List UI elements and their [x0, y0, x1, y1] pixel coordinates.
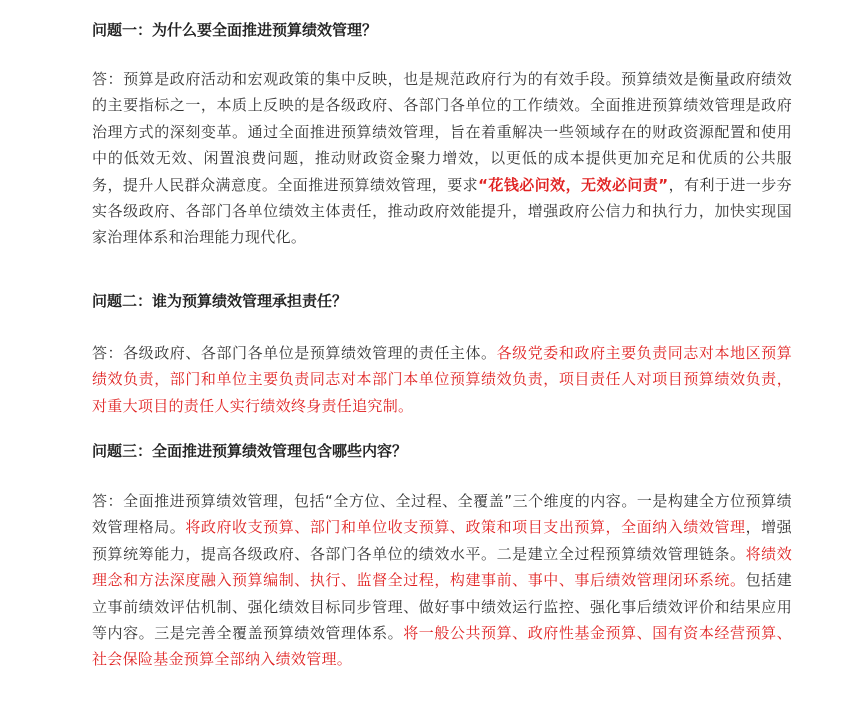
answer-1-highlight: “花钱必问效，无效必问责” — [478, 175, 669, 194]
answer-3-text-b: ，增强预算统筹能力，提高各级政府、各部门各单位的绩效水平。二是建立全过程预算绩效管理链条。 — [92, 518, 792, 563]
answer-3-highlight-2: 将绩效理念和方法深度融入预算编制、执行、监督全过程，构建事前、事中、事后绩效管理闭环系统。 — [92, 544, 793, 590]
answer-3-text-a: 答：全面推进预算绩效管理，包括“全方位、全过程、全覆盖”三个维度的内容。一是构建全方位预算绩效管理格局。 — [92, 492, 792, 537]
answer-3-paragraph — [92, 488, 792, 673]
question-3-heading: 问题三：全面推进预算绩效管理包含哪些内容？ — [92, 442, 408, 460]
answer-1-text-a: 答：预算是政府活动和宏观政策的集中反映，也是规范政府行为的有效手段。预算绩效是衡量政府绩效的主要指标之一，本质上反映的是各级政府、各部门各单位的工作绩效。全面推进预算绩效管理是政府治理方式的深刻变革。通过全面推进预算绩效管理，旨在着重解决一些领域存在的财政资源配置和使用中的低效无效、闲置浪费问题，推动财政资金聚力增效，以更低的成本提供更加充足和优质的公共服务，提升人民群众满意度。全面推进预算绩效管理，要求 — [92, 70, 792, 194]
question-1-heading: 问题一：为什么要全面推进预算绩效管理？ — [92, 21, 378, 39]
answer-3-highlight-1: 将政府收支预算、部门和单位收支预算、政策和项目支出预算，全面纳入绩效管理 — [185, 518, 746, 537]
answer-1-paragraph — [92, 66, 792, 251]
answer-1-text-b: ，有利于进一步夯实各级政府、各部门各单位绩效主体责任，推动政府效能提升，增强政府公信力和执行力，加快实现国家治理体系和治理能力现代化。 — [92, 175, 792, 247]
answer-2-paragraph — [92, 340, 792, 419]
answer-2-text-a: 答：各级政府、各部门各单位是预算绩效管理的责任主体。 — [92, 344, 497, 362]
answer-3-text-c: 包括建立事前绩效评估机制、强化绩效目标同步管理、做好事中绩效运行监控、强化事后绩效评价和结果应用等内容。三是完善全覆盖预算绩效管理体系。 — [92, 571, 793, 643]
question-2-heading: 问题二：谁为预算绩效管理承担责任？ — [92, 292, 348, 310]
answer-3-highlight-3: 将一般公共预算、政府性基金预算、国有资本经营预算、社会保险基金预算全部纳入绩效管理。 — [92, 624, 792, 669]
answer-2-highlight: 各级党委和政府主要负责同志对本地区预算绩效负责，部门和单位主要负责同志对本部门本单位预算绩效负责，项目责任人对项目预算绩效负责，对重大项目的责任人实行绩效终身责任追究制。 — [92, 344, 792, 415]
